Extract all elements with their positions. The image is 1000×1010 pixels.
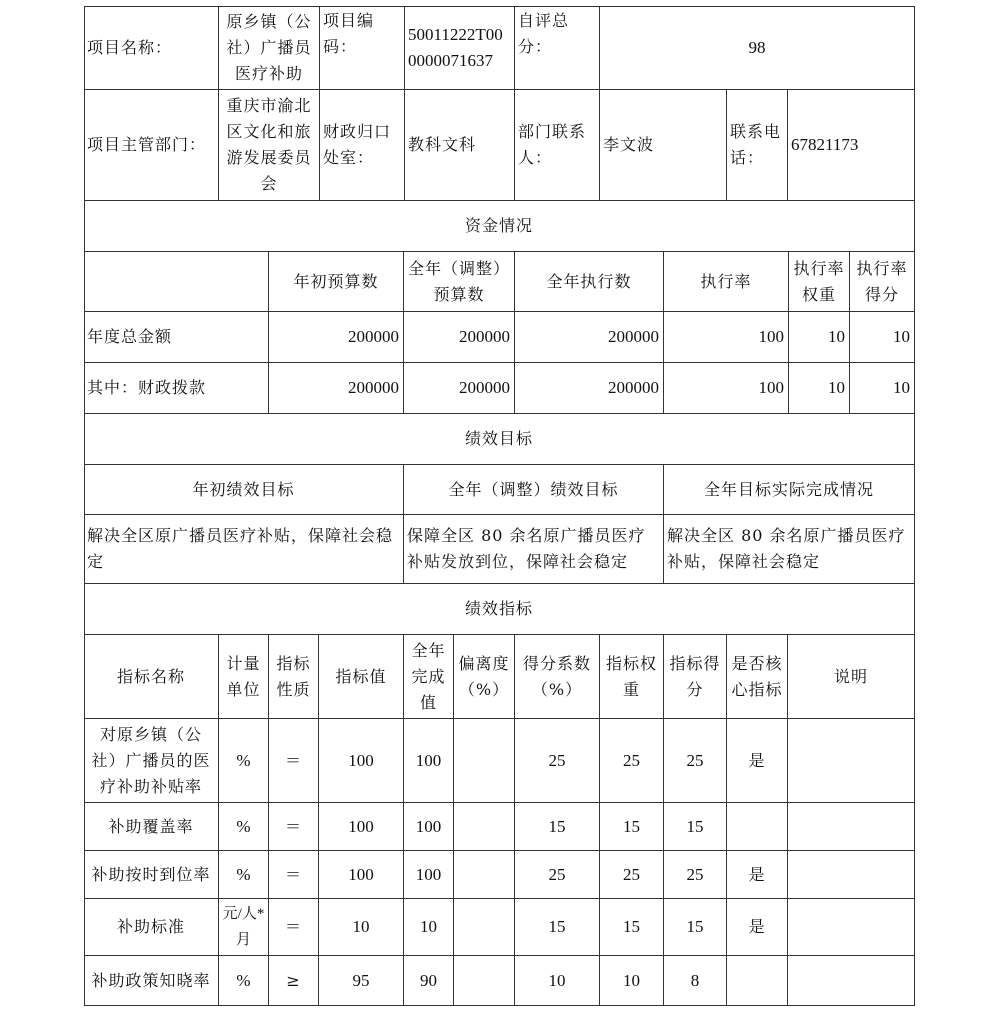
ind-row-actual: 100 [404,851,454,899]
ind-row-weight: 25 [600,719,664,803]
ind-row-nature: ＝ [269,803,319,851]
funds-row-fiscal-cell: 10 [850,363,915,414]
funds-row-fiscal-cell: 10 [789,363,850,414]
goals-section-title: 绩效目标 [84,414,915,465]
funds-row-fiscal-label: 其中：财政拨款 [84,363,269,414]
ind-header-unit: 计量单位 [219,635,269,719]
phone-value: 67821173 [788,90,915,201]
funds-row-total-cell: 200000 [404,312,515,363]
ind-row-score: 25 [664,719,727,803]
ind-row-name: 对原乡镇（公社）广播员的医疗补助补贴率 [84,719,219,803]
ind-row-weight: 15 [600,803,664,851]
ind-header-name: 指标名称 [84,635,219,719]
department-label: 项目主管部门： [84,90,219,201]
ind-header-core: 是否核心指标 [727,635,788,719]
goals-header-adjusted: 全年（调整）绩效目标 [404,465,664,515]
funds-row-total-cell: 100 [664,312,789,363]
self-score-label: 自评总分： [515,6,600,90]
funds-row-total-cell: 10 [850,312,915,363]
funds-row-fiscal-cell: 200000 [404,363,515,414]
funds-row-total-cell: 200000 [269,312,404,363]
ind-row-weight: 10 [600,956,664,1006]
self-score-value: 98 [600,6,915,90]
contact-person-label: 部门联系人： [515,90,600,201]
ind-row-actual: 100 [404,719,454,803]
ind-row-weight: 25 [600,851,664,899]
ind-row-coefficient: 25 [515,719,600,803]
ind-row-unit: % [219,803,269,851]
ind-row-note [788,851,915,899]
goals-actual-text: 解决全区 80 余名原广播员医疗补贴，保障社会稳定 [664,515,915,584]
ind-row-coefficient: 10 [515,956,600,1006]
ind-header-target: 指标值 [319,635,404,719]
funds-row-fiscal-cell: 200000 [515,363,664,414]
contact-person-value: 李文波 [600,90,727,201]
project-code-value: 50011222T000000071637 [405,6,515,90]
ind-row-coefficient: 25 [515,851,600,899]
finance-office-value: 教科文科 [405,90,515,201]
funds-header-adjusted-budget: 全年（调整）预算数 [404,252,515,312]
funds-row-total-cell: 10 [789,312,850,363]
ind-row-deviation [454,803,515,851]
ind-row-unit: % [219,956,269,1006]
ind-row-score: 25 [664,851,727,899]
funds-row-fiscal-cell: 100 [664,363,789,414]
ind-row-note [788,956,915,1006]
project-name-value: 原乡镇（公社）广播员医疗补助 [219,6,320,90]
ind-row-nature: ＝ [269,899,319,956]
ind-row-unit: % [219,719,269,803]
ind-row-score: 15 [664,899,727,956]
ind-row-nature: ＝ [269,851,319,899]
goals-adjusted-text: 保障全区 80 余名原广播员医疗补贴发放到位，保障社会稳定 [404,515,664,584]
ind-row-weight: 15 [600,899,664,956]
ind-row-score: 15 [664,803,727,851]
ind-row-core: 是 [727,851,788,899]
ind-row-note [788,899,915,956]
ind-row-core [727,956,788,1006]
indicators-section-title: 绩效指标 [84,584,915,635]
goals-header-actual: 全年目标实际完成情况 [664,465,915,515]
ind-row-deviation [454,899,515,956]
ind-row-deviation [454,851,515,899]
ind-header-note: 说明 [788,635,915,719]
department-value: 重庆市渝北区文化和旅游发展委员会 [219,90,320,201]
ind-header-actual: 全年完成值 [404,635,454,719]
ind-row-core [727,803,788,851]
ind-row-deviation [454,719,515,803]
ind-row-target: 95 [319,956,404,1006]
ind-row-name: 补助按时到位率 [84,851,219,899]
ind-row-target: 100 [319,851,404,899]
goals-initial-text: 解决全区原广播员医疗补贴，保障社会稳定 [84,515,404,584]
goals-header-initial: 年初绩效目标 [84,465,404,515]
ind-row-core: 是 [727,899,788,956]
funds-header-executed: 全年执行数 [515,252,664,312]
project-name-label: 项目名称： [84,6,219,90]
ind-row-note [788,803,915,851]
ind-row-coefficient: 15 [515,899,600,956]
ind-header-deviation: 偏离度（%） [454,635,515,719]
funds-header-initial-budget: 年初预算数 [269,252,404,312]
ind-row-core: 是 [727,719,788,803]
ind-row-name: 补助标准 [84,899,219,956]
project-code-label: 项目编码： [320,6,405,90]
finance-office-label: 财政归口处室： [320,90,405,201]
ind-row-target: 100 [319,719,404,803]
ind-header-nature: 指标性质 [269,635,319,719]
performance-self-evaluation-table [84,6,915,1006]
ind-row-name: 补助覆盖率 [84,803,219,851]
ind-row-nature: ＝ [269,719,319,803]
ind-header-weight: 指标权重 [600,635,664,719]
funds-section-title: 资金情况 [84,201,915,252]
funds-row-total-cell: 200000 [515,312,664,363]
ind-row-coefficient: 15 [515,803,600,851]
ind-header-coefficient: 得分系数（%） [515,635,600,719]
ind-row-name: 补助政策知晓率 [84,956,219,1006]
ind-row-target: 100 [319,803,404,851]
funds-header-rate-score: 执行率得分 [850,252,915,312]
ind-row-unit: % [219,851,269,899]
funds-header-blank [84,252,269,312]
ind-row-deviation [454,956,515,1006]
ind-row-actual: 10 [404,899,454,956]
ind-header-score: 指标得分 [664,635,727,719]
funds-header-rate-weight: 执行率权重 [789,252,850,312]
funds-header-rate: 执行率 [664,252,789,312]
funds-row-total-label: 年度总金额 [84,312,269,363]
ind-row-actual: 100 [404,803,454,851]
ind-row-actual: 90 [404,956,454,1006]
funds-row-fiscal-cell: 200000 [269,363,404,414]
ind-row-unit: 元/人*月 [219,899,269,956]
ind-row-note [788,719,915,803]
ind-row-nature: ≥ [269,956,319,1006]
ind-row-score: 8 [664,956,727,1006]
ind-row-target: 10 [319,899,404,956]
phone-label: 联系电话： [727,90,788,201]
